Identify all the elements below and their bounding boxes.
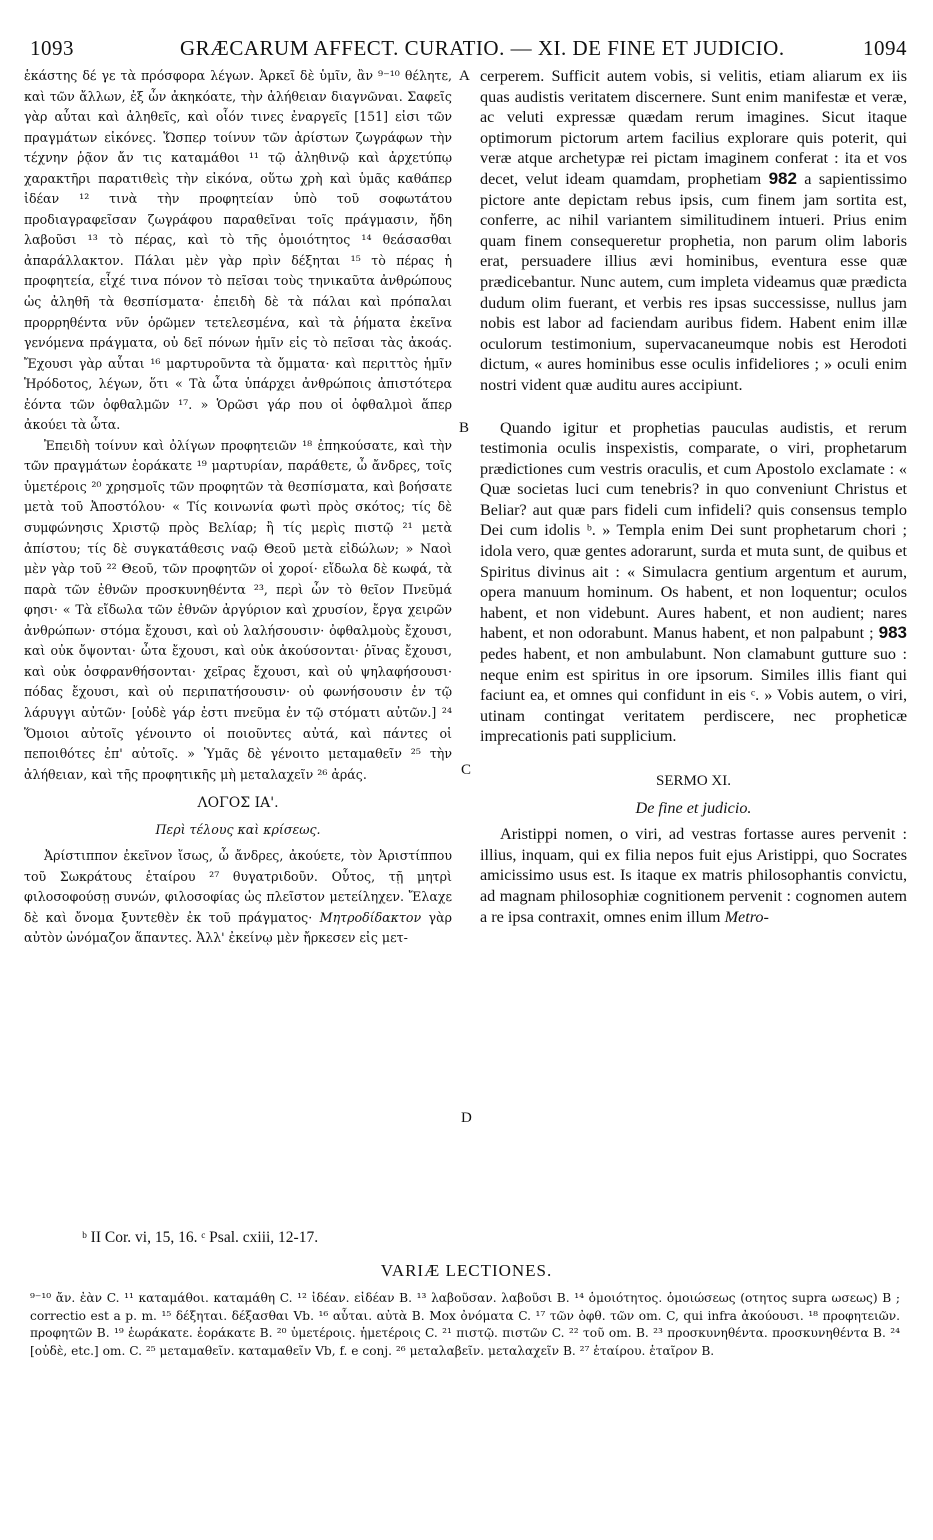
latin-column	[480, 66, 907, 927]
margin-marker-a: A	[459, 68, 470, 84]
variae-lectiones-title: VARIÆ LECTIONES.	[380, 1261, 553, 1280]
latin-sermon-subtitle: De fine et judicio.	[635, 798, 752, 817]
greek-sermon-title: ΛΟΓΟΣ ΙΑ'.	[197, 795, 279, 812]
greek-sermon-subtitle: Περὶ τέλους καὶ κρίσεως.	[155, 821, 321, 837]
margin-marker-b: B	[459, 420, 470, 436]
greek-paragraph-2: Ἐπειδὴ τοίνυν καὶ ὀλίγων προφητειῶν ¹⁸ ἐπηκούσατε, καὶ τὴν τῶν πραγμάτων ἑοράκατε ¹⁹ μαρτυρίαν, παράθετε, ὦ ἄνδρες, τοῖς ὑμετέροις ²⁰ χρησμοῖς τῶν προφητῶν τὰ θεσπίσματα, καὶ βοήσατε μετὰ τοῦ Ἀποστόλου· « Τίς κοινωνία φωτὶ πρὸς σκότος; τίς δὲ συμφώνησις Χριστῷ πρὸς Βελίαρ; ἢ τίς μερὶς πιστῷ ²¹ μετὰ ἀπίστου; τίς δὲ συγκατάθεσις ναῷ Θεοῦ μετὰ εἰδώλων; » Ναοὶ μὲν γὰρ τοῦ ²² Θεοῦ, τῶν προφητῶν οἱ χοροί· εἴδωλα δὲ κωφά, τὰ παρὰ τῶν ἐθνῶν προσκυνηθέντα ²³, περὶ ὧν τὸ θεῖον Πνεῦμά φησι· « Τὰ εἴδωλα τῶν ἐθνῶν ἀργύριον καὶ χρυσίον, ἔργα χειρῶν ἀνθρώπων· στόμα ἔχουσι, καὶ οὐ λαλήσουσιν· ὀφθαλμοὺς ἔχουσι, καὶ οὐκ ὄψονται· ὦτα ἔχουσι, καὶ οὐκ ἀκούσονται· ῥῖνας ἔχουσι, καὶ οὐκ ὀσφρανθήσονται· χεῖρας ἔχουσι, καὶ οὐ ψηλαφήσουσι· πόδας ἔχουσι, καὶ οὐ περιπατήσουσιν· οὐ φωνήσουσιν ἐν τῷ λάρυγγι αὐτῶν· [οὐδὲ γάρ ἐστι πνεῦμα ἐν τῷ στόματι αὐτῶν.] ²⁴ Ὅμοιοι αὐτοῖς γένοιντο οἱ ποιοῦντες αὐτά, καὶ πάντες οἱ πεποιθότες ἐπ' αὐτοῖς. » Ὑμᾶς δὲ γένοιτο μεταμαθεῖν ²⁵ τὴν ἀλήθειαν, καὶ τῆς προφητικῆς μὴ μεταλαχεῖν ²⁶ ἀράς.	[24, 437, 452, 782]
latin-p2-text-a: Quando igitur et prophetias pauculas audistis, et rerum testimonia oculis inspexistis, comparate, o viri, prophetarum prædictiones cum vestris oraculis, et cum Apostolo exclamate : « Quæ societas luci cum tenebris? in quo conveniunt Christus et Beliar? aut quæ pars fideli cum infideli? quis consensus templo Dei cum idolis ᵇ. » Templa enim Dei sunt prophetarum chori ; idola vero, quæ gentes adorarunt, surda et muta sunt, de quibus et Spiritus divinus ait : « Simulacra gentium argentum et aurum, opera manuum hominum. Os habent, et non loquentur; oculos habent, et non videbunt. Aures habent, et non audient; nares habent, et non odorabunt. Manus habent, et non palpabunt ;	[480, 418, 907, 643]
latin-paragraph-2	[480, 418, 907, 748]
column-number-983: 983	[878, 623, 907, 643]
latin-paragraph-1	[480, 66, 907, 396]
greek-column	[24, 66, 452, 949]
greek-p3-end: γὰρ αὐτὸν ὠνόμαζον ἅπαντες. Ἀλλ' ἐκείνῳ μὲν ἤρκεσεν εἰς μετ-	[24, 909, 452, 946]
latin-p1-text-a: cerperem. Sufficit autem vobis, si velitis, etiam aliarum ex iis quas audistis veritatem discernere. Sunt enim manifestæ et veræ, ac veluti expressæ quædam rerum imagines. Sicut itaque optimorum pictorum artem facilius explorare quis poterit, qui veræ atque archetypæ rei pictam imaginem conferat : ita et vos decet, velut ideam quamdam, prophetiam	[480, 67, 907, 188]
variae-lectiones-text: ⁹⁻¹⁰ ἄν. ἐὰν C. ¹¹ καταμάθοι. καταμάθη C. ¹² ἰδέαν. εἰδέαν B. ¹³ λαβοῦσαν. λαβοῦσι B. ¹⁴ ὁμοιότητος. ὁμοιώσεως (οτητος supra ωσεως) B ; correctio est a p. m. ¹⁵ δέξηται. δέξασθαι Vb. ¹⁶ αὗται. αὐτὰ B. Mox ὀνόματα C. ¹⁷ τῶν ὀφθ. τῶν om. C, qui infra ἀκούουσι. ¹⁸ προφητειῶν. προφητῶν B. ¹⁹ ἑωράκατε. ἑοράκατε B. ²⁰ ὑμετέροις. ἡμετέροις C. ²¹ πιστῷ. πιστῶν C. ²² τοῦ om. B. ²³ προσκυνηθέντα. προσκυνηθέντα B. ²⁴ [οὐδὲ, etc.] om. C. ²⁵ μεταμαθεῖν. καταμαθεῖν Vb, f. e conj. ²⁶ μεταλαβεῖν. μεταλαχεῖν B. ²⁷ ἑταίρου. ἑταῖρον B.	[30, 1291, 900, 1358]
margin-marker-c: C	[461, 762, 472, 778]
latin-p3-italic: Metro-	[724, 907, 769, 926]
greek-paragraph-1: ἑκάστης δέ γε τὰ πρόσφορα λέγων. Ἀρκεῖ δὲ ὑμῖν, ἂν ⁹⁻¹⁰ θέλητε, καὶ τῶν ἄλλων, ἐξ ὧν ἀκηκόατε, τὴν ἀλήθειαν διαγνῶναι. Σαφεῖς γὰρ αὗται καὶ ἀληθεῖς, καὶ οἷόν τινες ἐναργεῖς [151] εἰσι τῶν πραγμάτων εἰκόνες. Ὥσπερ τοίνυν τῶν ἀρίστων ζωγράφων τὴν τέχνην ῥᾷον ἄν τις καταμάθοι ¹¹ τῷ ἀληθινῷ καὶ ἀρχετύπῳ χαρακτῆρι παρατιθεὶς τὴν εἰκόνα, οὕτω χρὴ καὶ ὑμᾶς καθάπερ ἰδέαν ¹² τινὰ τὴν προφητείαν ὑπὸ τοῦ σοφωτάτου προδιαγραφεῖσαν ζωγράφου παραθεῖναι τοῖς πράγμασιν, ἤδη λαβοῦσι ¹³ τὸ πέρας, καὶ τὸ τῆς ὁμοιότητος ¹⁴ θεάσασθαι ἀπαράλλακτον. Πάλαι μὲν γὰρ πρὶν δέξηται ¹⁵ τὸ πέρας ἡ προφητεία, εἶχέ τινα πόνον τὸ πεῖσαι τοὺς τηνικαῦτα ἀνθρώπους ὡς ἀληθῆ τὰ θεσπίσματα· ἐπειδὴ δὲ τὰ πάλαι καὶ πρόπαλαι προρρηθέντα νῦν ὁρῶμεν τετελεσμένα, καὶ τὰ ῥήματα ἐκεῖνα γενόμενα πράγματα, οὐ δεῖ πόνων ἡμῖν εἰς τὸ πεῖσαι τὰς ἀκοάς. Ἔχουσι γὰρ αὗται ¹⁶ μαρτυροῦντα τὰ ὄμματα· καὶ περιττὸς ἡμῖν Ἡρόδοτος, λέγων, ὅτι « Τὰ ὦτα ὑπάρχει ἀνθρώποις ἀπιστότερα ἐόντα τῶν ὀφθαλμῶν ¹⁷. » Ὁρῶσι γάρ που οἱ ὀφθαλμοὶ ἅπερ ἀκούει τὰ ὦτα.	[24, 68, 452, 433]
paragraph-gap	[480, 396, 907, 418]
greek-p3-text: Ἀρίστιππον ἐκεῖνον ἴσως, ὦ ἄνδρες, ἀκούετε, τὸν Ἀριστίππου τοῦ Σωκράτους ἑταίρου ²⁷ θυγατριδοῦν. Οὗτος, τῇ μητρὶ φιλοσοφούσῃ συνών, φιλοσοφίας ὡς πλεῖστον μετείληχεν. Ἔλαχε δὲ καὶ ὄνομα ξυντεθὲν ἐκ τοῦ πράγματος·	[24, 848, 452, 925]
page-number-left: 1093	[30, 36, 74, 60]
greek-p3-italic: Μητροδίδακτον	[319, 909, 422, 925]
greek-paragraph-3	[24, 846, 452, 949]
column-number-982: 982	[768, 168, 797, 188]
latin-sermon-title: SERMO XI.	[655, 773, 731, 789]
latin-paragraph-3	[480, 824, 907, 927]
latin-p1-text-b: a sapientissimo pictore ante depictam rebus ipsis, cum finem jam sortita est, conferre, ac nihil variantem similitudinem intueri. Prius enim quam finem consequeretur prophetia, non parum olim laboris erat, persuadere illius ævi hominibus, eventura esse quæ prædicebantur. Nunc autem, cum impleta videamus quæ prædicta dudum olim fuerant, et verbis res ipsas successisse, nullus jam nobis est labor ad faciendam auribus fidem. Habent enim illæ oculorum testimonium, supervacaneumque nobis est Herodoti dictum, « aures hominibus esse oculis infideliores ; » oculi enim nostri vident quæ auditu aures accipiunt.	[480, 169, 907, 394]
latin-p3-text: Aristippi nomen, o viri, ad vestras fortasse aures pervenit : illius, inquam, qui ex filia nepos fuit ejus Aristippi, quo Socrates amicissimo usus est. Is itaque ex matris philosophantis convictu, ad magnam philosophiæ cognitionem pervenit : cognomen autem a re ipsa contraxit, omnes enim illum	[480, 825, 907, 926]
running-title: GRÆCARUM AFFECT. CURATIO. — XI. DE FINE ET JUDICIO.	[180, 36, 785, 60]
page-number-right: 1094	[863, 36, 907, 60]
margin-marker-d: D	[461, 1110, 472, 1126]
page-header	[30, 36, 907, 60]
footnote-references: ᵇ II Cor. vi, 15, 16. ᶜ Psal. cxiii, 12-17.	[82, 1229, 319, 1246]
latin-p2-text-b: pedes habent, et non ambulabunt. Non clamabunt gutture suo : neque enim est spiritus in ore ipsorum. Similes illis fiant qui faciunt ea, et omnes qui confidunt in eis ᶜ. » Vobis autem, o viri, utinam contingat veritatem perdiscere, nec propheticæ imprecationis pati supplicium.	[480, 645, 907, 746]
